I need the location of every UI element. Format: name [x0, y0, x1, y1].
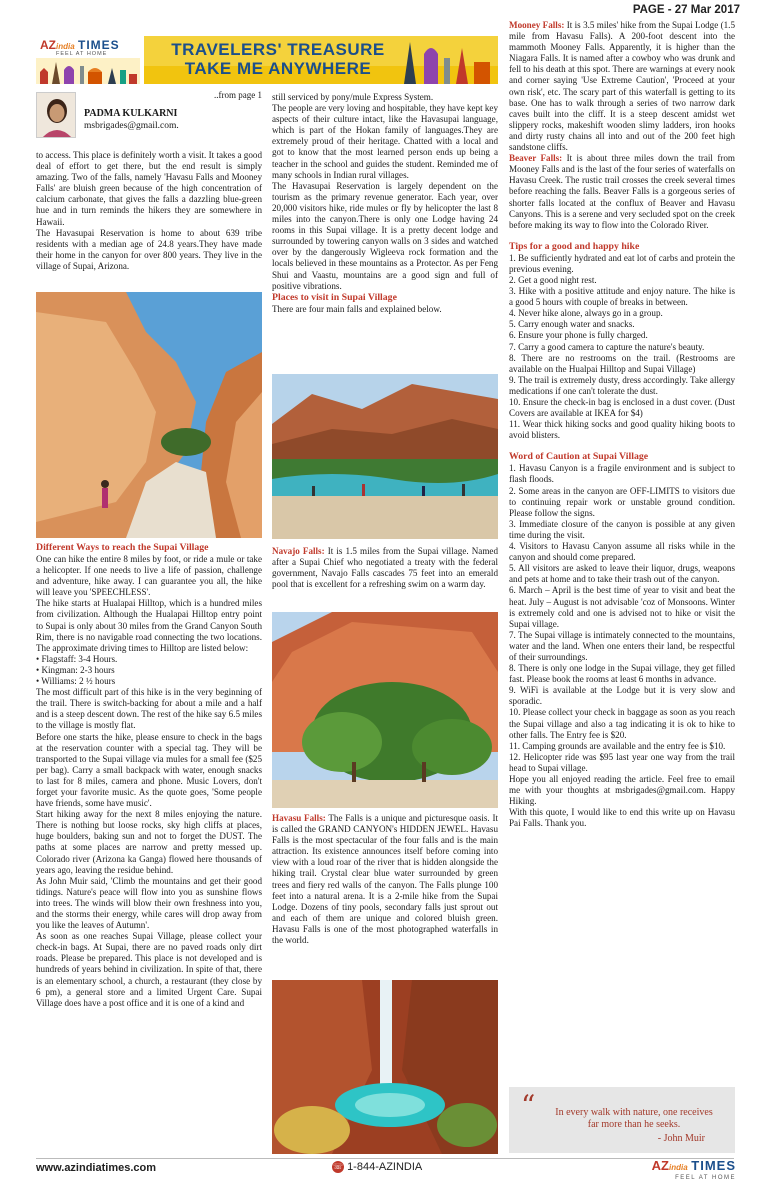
tips-heading: Tips for a good and happy hike: [509, 240, 640, 252]
list-item: 7. Carry a good camera to capture the nature's beauty.: [509, 341, 705, 352]
list-item: 7. The Supai village is intimately connected to the mountains, water and the land. When one enters their land, be respectful of their surroundings.: [509, 629, 735, 662]
list-item: 9. The trail is extremely dusty, dress accordingly. Take allergy medications if one can't tolerate the dust.: [509, 374, 735, 396]
list-item: 8. There is only one lodge in the Supai village, they get filled fast. Please book the rooms at least 6 months in advance.: [509, 663, 735, 685]
from-page-note: ..from page 1: [214, 90, 262, 100]
quote-author: - John Muir: [657, 1133, 705, 1144]
page-header: PAGE - 27 Mar 2017: [632, 4, 740, 16]
column-1-top: to access. This place is definitely worth a visit. It takes a good deal of effort to get there, but the end result is simply amazing. Two of the falls, namely 'Havasu Falls and Mooney Falls' are bluish green because of the high concentration of calcium carbonate, that gives the falls a dazzling blue-green hue and in turn reminds the hikers they are somewhere in Hawaii. The Havasupai Reservation is home to about 639 tribe residents with a median age of 24.8 years.They have made their home in the canyon for over 800 years. They live in the village of Supai, Arizona.: [36, 150, 262, 271]
landmark-skyline-icon: [36, 58, 140, 84]
drive-times-list: [36, 654, 262, 687]
list-item: • Williams: 2 ½ hours: [36, 676, 116, 687]
quote-text: In every walk with nature, one receives far more than he seeks.: [555, 1107, 713, 1130]
section-heading: Places to visit in Supai Village: [272, 291, 397, 303]
list-item: 1. Be sufficiently hydrated and eat lot of carbs and protein the previous evening.: [509, 252, 735, 274]
list-item: 10. Please collect your check in baggage as soon as you reach the Supai village and also a tag indicating it is ok to hike to other falls. The Entry fee is $20.: [509, 707, 735, 740]
list-item: 4. Visitors to Havasu Canyon assume all risks while in the canyon and should come prepared.: [509, 541, 735, 563]
list-item: 5. Carry enough water and snacks.: [509, 319, 635, 330]
banner: [144, 36, 498, 84]
list-item: 11. Camping grounds are available and the entry fee is $10.: [509, 740, 726, 751]
quote-box: [509, 1087, 735, 1153]
beaver-falls-label: Beaver Falls:: [509, 153, 563, 164]
tips-list: [509, 253, 735, 442]
column-1-bottom: Different Ways to reach the Supai Village One can hike the entire 8 miles by foot, or ride a mule or take a helicopter. If one needs to live a life of passion, challenge and adventure, hike away. I can guarantee you all, the hike will leave you 'SPEECHLESS'. The hike starts at Hualapai Hilltop, which is a hundred miles from civilization. Although the Hualapai Hilltop entry point to Supai is only about 30 miles from the Grand Canyon South Rim, there is no navigable road connecting the two locations. The approximate driving times to Hilltop are listed below: • Flagstaff: 3-4 Hours. • Kingman: 2-3 hours • Williams: 2 ½ hours The most difficult part of this hike is in the very beginning of the trail. There is switch-backing for about a mile and a half and is a steep descent down. The rest of the hike say 6.5 miles to the village is mostly flat. Before one starts the hike, please ensure to check in the bags at the reservation counter with a special tag. They will be transported to the Supai village via mules for a small fee ($25 per bag). Carry a small backpack with water, enough snacks to last for 8 miles, camera and phone. Music Lovers, don't forget your favorite music. As the quote goes, 'Some people have friends, some have music'. Start hiking away for the next 8 miles enjoying the nature. There is nothing but loose rocks, sky high cliffs at places, huge boulders, baking sun and not to forget the DUST. The paths at some places are narrow and pretty messed up. Colorado river (Arizona ka Ganga) flowed here thousands of years ago, leaving the residue behind. As John Muir said, 'Climb the mountains and get their good tidings. Nature's peace will flow into you as sunshine flows into trees. The winds will blow their own freshness into you, and the storms their energy, while cares will drop away from you like the leaves of Autumn'. As soon as one reaches Supai Village, please collect your check-in bags. At Supai, there are no paved roads only dirt roads. Please be prepared. This place is not developed and is hundreds of years behind in civilization. In spite of that, there is an elementary school, a church, a restaurant (they close by 6 pm), a general store and a limited Urgent Care. Supai Village does have a post office and it is one of a kind and: [36, 542, 262, 1008]
havasu-falls-photo: [272, 980, 498, 1154]
list-item: 5. All visitors are asked to leave their liquor, drugs, weapons and pets at home and to take their trash out of the canyon.: [509, 563, 735, 585]
list-item: 12. Helicopter ride was $95 last year one way from the trail head to Supai village.: [509, 751, 735, 773]
column-2-top: still serviced by pony/mule Express System. The people are very loving and hospitable, they have kept key aspects of their culture intact, like the Havasupai language, which is part of the Hokan family of languages.They are extremely proud of their heritage. Chatted with a local and got to know that the most learned person ends up being a teacher in the school and guides the student. Reminded me of many schools in Indian rural villages. The Havasupai Reservation is largely dependent on the tourism as the primary revenue generator. Each year, over 20,000 visitors hike, ride mules or fly by helicopter the last 8 miles into the canyon.There is only one Lodge having 24 rooms in this Supai village. It is a pretty decent lodge and surrounded by towering canyon walls on 3 sides and watched over by the dangerously Wigleeva rock formation and the locals believed in these mountains as a Protector. As per Feng Shui and Vaastu, mountains are a good sign and full of positive vibrations. Places to visit in Supai Village There are four main falls and explained below.: [272, 92, 499, 314]
list-item: 10. Ensure the check-in bag is enclosed in a dust cover. (Dust Covers are available at IKEA for $4): [509, 397, 735, 419]
list-item: 3. Hike with a positive attitude and enjoy nature. The hike is a good 5 hours with couple of breaks in between.: [509, 286, 735, 308]
havasu-trees-photo: [272, 612, 498, 808]
navajo-falls-photo: [272, 374, 498, 539]
footer-website[interactable]: www.azindiatimes.com: [36, 1162, 157, 1174]
navajo-falls-text: Navajo Falls: It is 1.5 miles from the Supai village. Named after a Supai Chief who negotiated a treaty with the federal government, Navajo Falls cascades 75 feet into an emerald pool that is excellent for a refreshing swim on a warm day.: [272, 546, 498, 590]
quote-mark-icon: “: [521, 1089, 536, 1122]
list-item: 1. Havasu Canyon is a fragile environment and is subject to flash floods.: [509, 463, 735, 485]
caution-list: [509, 463, 735, 774]
havasu-falls-text: Havasu Falls: The Falls is a unique and picturesque oasis. It is called the GRAND CANYON's HIDDEN JEWEL. Havasu Falls is the most spectacular of the four falls and is the main attraction. Its existence announces itself before coming into view with a loud roar of the river that is hidden alongside the hiking trail. Crystal clear blue water surrounded by green trees and fiery red walls of the canyon. The Falls plunge 100 feet into a natural arena. It is a 2-mile hike from the Supai Lodge. Dozens of tiny pools, secondary falls just sprout out and each of them are unique and colored bluish green. Havasu Falls is one of the most photographed waterfalls in the world.: [272, 813, 498, 946]
masthead: [36, 36, 498, 84]
list-item: 8. There are no restrooms on the trail. (Restrooms are available on the Hualpai Hilltop and Supai Village): [509, 352, 735, 374]
avatar: [36, 92, 76, 138]
list-item: 11. Wear thick hiking socks and good quality hiking boots to avoid blisters.: [509, 419, 735, 441]
list-item: 2. Get a good night rest.: [509, 274, 597, 285]
list-item: • Flagstaff: 3-4 Hours.: [36, 653, 118, 664]
banner-title: TRAVELERS' TREASURE TAKE ME ANYWHERE: [171, 40, 385, 78]
list-item: • Kingman: 2-3 hours: [36, 664, 115, 675]
footer-logo: AZindia TIMES FEEL AT HOME: [651, 1158, 736, 1181]
mooney-falls-label: Mooney Falls:: [509, 20, 565, 30]
author-block: [36, 88, 262, 146]
phone-icon: ☏: [332, 1162, 343, 1172]
list-item: 9. WiFi is available at the Lodge but it is very slow and sporadic.: [509, 685, 735, 707]
list-item: 3. Immediate closure of the canyon is possible at any given time during the visit.: [509, 518, 735, 540]
list-item: 4. Never hike alone, always go in a group.: [509, 308, 663, 319]
list-item: 2. Some areas in the canyon are OFF-LIMITS to visitors due to continuing repair work or unstable ground condition. Please follow the signs.: [509, 485, 735, 518]
footer-phone[interactable]: ☏ 1-844-AZINDIA: [332, 1161, 423, 1173]
list-item: 6. Ensure your phone is fully charged.: [509, 330, 648, 341]
canyon-trail-photo: [36, 292, 262, 538]
section-heading: Different Ways to reach the Supai Village: [36, 542, 209, 553]
column-3: Mooney Falls: It is 3.5 miles' hike from the Supai Lodge (1.5 mile from Havasu Falls). A 200-foot descent into the mammoth Mooney Falls. Apparently, it is higher than the Niagara Falls. It is named after a cowboy who was drunk and fell to his death at this spot. There are warnings at every nook and corner saying 'Use Extreme Caution', 'Proceed at your own risk', etc. The scary part of this waterfall is getting to its base. One has to walk through a series of two narrow dark caves built into the cliff. It is a steep descent amidst wet slippery rocks, makeshift wooden slimy ladders, iron hooks and dirty rusty chains all into and out of the 200 feet high sandstone cliffs. Beaver Falls: It is about three miles down the trail from Mooney Falls and is the last of the four series of waterfalls on Havasu Creek. The rustic trail crosses the creek several times before reaching the falls. Beaver Falls is a gorgeous series of shorter falls located at the conflux of Beaver and Havasu Canyons. This is a serene and very secluded spot on the creek before making its way to flow into the Colorado River. Tips for a good and happy hike 1. Be sufficiently hydrated and eat lot of carbs and protein the previous evening. 2. Get a good night rest. 3. Hike with a positive attitude and enjoy nature. The hike is a good 5 hours with couple of breaks in between. 4. Never hike alone, always go in a group. 5. Carry enough water and snacks. 6. Ensure your phone is fully charged. 7. Carry a good camera to capture the nature's beauty. 8. There are no restrooms on the trail. (Restrooms are available on the Hualpai Hilltop and Supai Village) 9. The trail is extremely dusty, dress accordingly. Take allergy medications if one can't tolerate the dust. 10. Ensure the check-in bag is enclosed in a dust cover. (Dust Covers are available at IKEA for $4) 11. Wear thick hiking socks and good quality hiking boots to avoid blisters. Word of Caution at Supai Village 1. Havasu Canyon is a fragile environment and is subject to flash floods. 2. Some areas in the canyon are OFF-LIMITS to visitors due to continuing repair work or unstable ground condition. Please follow the signs. 3. Immediate closure of the canyon is possible at any given time during the visit. 4. Visitors to Havasu Canyon assume all risks while in the canyon and should come prepared. 5. All visitors are asked to leave their liquor, drugs, weapons and pets at home and to take their trash out of the canyon. 6. March – April is the best time of year to visit and beat the heat. July – August is not advisable 'coz of Monsoons. Winter is extremely cold and one is advised not to hike or visit the Supai village. 7. The Supai village is intimately connected to the mountains, water and the land. When one enters their land, be respectful of their surroundings. 8. There is only one lodge in the Supai village, they get filled fast. Please book the rooms at least 6 months in advance. 9. WiFi is available at the Lodge but it is very slow and sporadic. 10. Please collect your check in baggage as soon as you reach the Supai village and also a tag indicating it is ok to hike to other falls. The Entry fee is $20. 11. Camping grounds are available and the entry fee is $10. 12. Helicopter ride was $95 last year one way from the trail head to Supai village. Hope you all enjoyed reading the article. Feel free to email me with your thoughts at msbrigades@gmail.com. Happy Hiking. With this quote, I would like to end this write up on Havasu Pai Falls. Thank you.: [509, 20, 735, 829]
list-item: 6. March – April is the best time of year to visit and beat the heat. July – August is not advisable 'coz of Monsoons. Winter is extremely cold and one is advised not to hike or visit the Supai village.: [509, 585, 735, 629]
author-email[interactable]: msbrigades@gmail.com.: [84, 121, 179, 131]
masthead-logo: AZindia TIMES FEEL AT HOME: [36, 36, 140, 84]
navajo-falls-label: Navajo Falls:: [272, 546, 325, 556]
caution-heading: Word of Caution at Supai Village: [509, 451, 649, 463]
author-name: PADMA KULKARNI: [84, 108, 178, 119]
havasu-falls-label: Havasu Falls:: [272, 813, 326, 823]
